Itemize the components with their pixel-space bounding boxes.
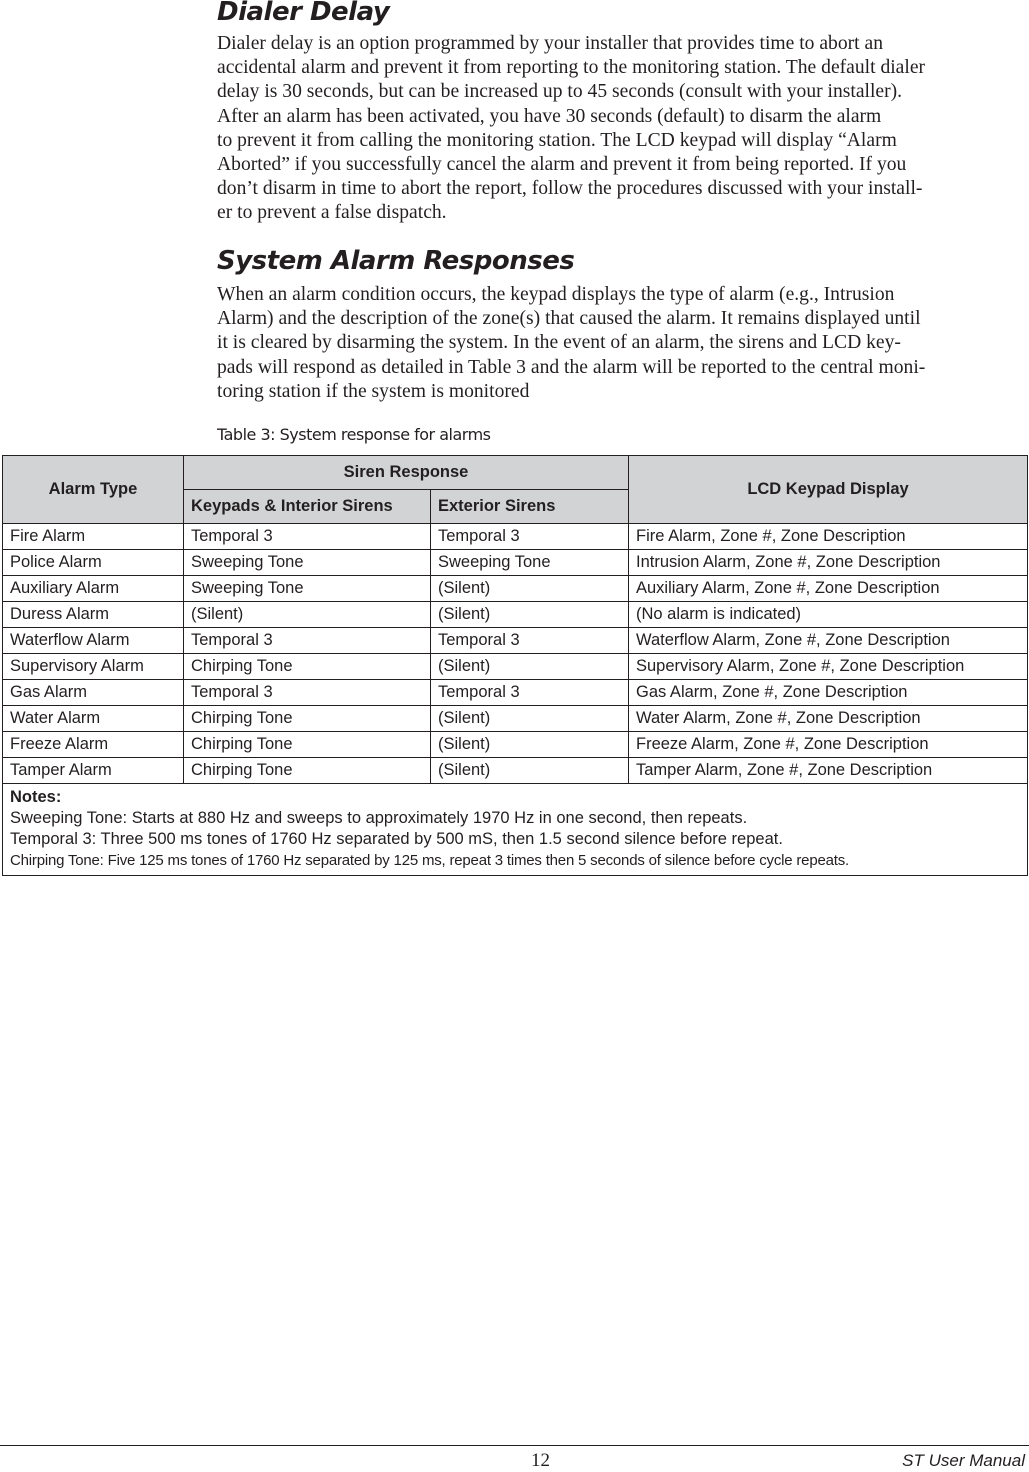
cell-exterior-sirens: (Silent) bbox=[431, 732, 629, 758]
table-row bbox=[3, 576, 1028, 602]
note-line: Chirping Tone: Five 125 ms tones of 1760 Hz separated by 125 ms, repeat 3 times then 5 seconds of silence before cycle repeats. bbox=[10, 852, 849, 869]
table-row bbox=[3, 628, 1028, 654]
cell-exterior-sirens: (Silent) bbox=[431, 654, 629, 680]
paragraph-line: Aborted” if you successfully cancel the alarm and prevent it from being reported. If you bbox=[217, 153, 907, 175]
cell-alarm-type: Tamper Alarm bbox=[3, 758, 184, 784]
cell-lcd-display: Auxiliary Alarm, Zone #, Zone Description bbox=[629, 576, 1028, 602]
cell-lcd-display: Intrusion Alarm, Zone #, Zone Description bbox=[629, 550, 1028, 576]
cell-lcd-display: Gas Alarm, Zone #, Zone Description bbox=[629, 680, 1028, 706]
cell-keypads-interior: Chirping Tone bbox=[184, 654, 431, 680]
cell-keypads-interior: Chirping Tone bbox=[184, 732, 431, 758]
header-siren-response: Siren Response bbox=[184, 456, 629, 490]
table-row bbox=[3, 602, 1028, 628]
cell-alarm-type: Police Alarm bbox=[3, 550, 184, 576]
note-line: Sweeping Tone: Starts at 880 Hz and sweeps to approximately 1970 Hz in one second, then repeats. bbox=[10, 809, 748, 827]
footer-divider bbox=[0, 1445, 1029, 1446]
cell-alarm-type: Gas Alarm bbox=[3, 680, 184, 706]
cell-alarm-type: Fire Alarm bbox=[3, 524, 184, 550]
paragraph-line: accidental alarm and prevent it from reporting to the monitoring station. The default dialer bbox=[217, 57, 926, 79]
cell-exterior-sirens: (Silent) bbox=[431, 576, 629, 602]
cell-exterior-sirens: Temporal 3 bbox=[431, 680, 629, 706]
cell-alarm-type: Waterflow Alarm bbox=[3, 628, 184, 654]
paragraph-line: toring station if the system is monitored bbox=[217, 380, 530, 402]
paragraph-line: Alarm) and the description of the zone(s) that caused the alarm. It remains displayed until bbox=[217, 308, 921, 330]
cell-lcd-display: Water Alarm, Zone #, Zone Description bbox=[629, 706, 1028, 732]
table-row bbox=[3, 550, 1028, 576]
alarm-response-table bbox=[2, 455, 1028, 876]
cell-keypads-interior: Temporal 3 bbox=[184, 524, 431, 550]
cell-exterior-sirens: Temporal 3 bbox=[431, 524, 629, 550]
section-paragraph bbox=[217, 32, 1027, 226]
paragraph-line: pads will respond as detailed in Table 3 and the alarm will be reported to the central moni- bbox=[217, 356, 926, 378]
cell-keypads-interior: Temporal 3 bbox=[184, 628, 431, 654]
cell-alarm-type: Auxiliary Alarm bbox=[3, 576, 184, 602]
table-row bbox=[3, 524, 1028, 550]
header-exterior-sirens: Exterior Sirens bbox=[431, 490, 629, 524]
cell-alarm-type: Supervisory Alarm bbox=[3, 654, 184, 680]
section-heading: System Alarm Responses bbox=[217, 246, 575, 276]
manual-title: ST User Manual bbox=[902, 1451, 1025, 1470]
section-dialer-delay bbox=[217, 0, 1027, 226]
table-caption: Table 3: System response for alarms bbox=[217, 425, 491, 444]
paragraph-line: er to prevent a false dispatch. bbox=[217, 202, 447, 224]
cell-exterior-sirens: (Silent) bbox=[431, 758, 629, 784]
section-paragraph bbox=[217, 283, 1027, 404]
table-row bbox=[3, 680, 1028, 706]
cell-lcd-display: Waterflow Alarm, Zone #, Zone Description bbox=[629, 628, 1028, 654]
table-row bbox=[3, 706, 1028, 732]
cell-alarm-type: Duress Alarm bbox=[3, 602, 184, 628]
paragraph-line: it is cleared by disarming the system. In the event of an alarm, the sirens and LCD key- bbox=[217, 332, 901, 354]
cell-keypads-interior: Sweeping Tone bbox=[184, 576, 431, 602]
table-notes bbox=[3, 784, 1028, 876]
paragraph-line: After an alarm has been activated, you have 30 seconds (default) to disarm the alarm bbox=[217, 105, 882, 127]
table-row bbox=[3, 758, 1028, 784]
note-line: Temporal 3: Three 500 ms tones of 1760 Hz separated by 500 mS, then 1.5 second silence before repeat. bbox=[10, 830, 783, 848]
cell-keypads-interior: Sweeping Tone bbox=[184, 550, 431, 576]
cell-alarm-type: Water Alarm bbox=[3, 706, 184, 732]
paragraph-line: When an alarm condition occurs, the keypad displays the type of alarm (e.g., Intrusion bbox=[217, 284, 895, 305]
cell-keypads-interior: (Silent) bbox=[184, 602, 431, 628]
table-row bbox=[3, 654, 1028, 680]
cell-exterior-sirens: Temporal 3 bbox=[431, 628, 629, 654]
cell-exterior-sirens: (Silent) bbox=[431, 706, 629, 732]
cell-lcd-display: Supervisory Alarm, Zone #, Zone Description bbox=[629, 654, 1028, 680]
section-heading: Dialer Delay bbox=[217, 0, 390, 27]
cell-keypads-interior: Temporal 3 bbox=[184, 680, 431, 706]
cell-exterior-sirens: (Silent) bbox=[431, 602, 629, 628]
page-number: 12 bbox=[531, 1450, 550, 1471]
cell-keypads-interior: Chirping Tone bbox=[184, 758, 431, 784]
header-keypads-interior: Keypads & Interior Sirens bbox=[184, 490, 431, 524]
paragraph-line: to prevent it from calling the monitoring station. The LCD keypad will display “Alarm bbox=[217, 129, 897, 151]
notes-title: Notes: bbox=[10, 788, 62, 806]
cell-lcd-display: Tamper Alarm, Zone #, Zone Description bbox=[629, 758, 1028, 784]
header-lcd-display: LCD Keypad Display bbox=[629, 456, 1028, 524]
cell-lcd-display: Fire Alarm, Zone #, Zone Description bbox=[629, 524, 1028, 550]
cell-alarm-type: Freeze Alarm bbox=[3, 732, 184, 758]
cell-lcd-display: Freeze Alarm, Zone #, Zone Description bbox=[629, 732, 1028, 758]
paragraph-line: delay is 30 seconds, but can be increased up to 45 seconds (consult with your installer). bbox=[217, 81, 903, 103]
cell-keypads-interior: Chirping Tone bbox=[184, 706, 431, 732]
cell-lcd-display: (No alarm is indicated) bbox=[629, 602, 1028, 628]
paragraph-line: Dialer delay is an option programmed by your installer that provides time to abort an bbox=[217, 33, 884, 54]
table-row bbox=[3, 732, 1028, 758]
cell-exterior-sirens: Sweeping Tone bbox=[431, 550, 629, 576]
section-system-alarm-responses bbox=[217, 245, 1027, 404]
paragraph-line: don’t disarm in time to abort the report, follow the procedures discussed with your install- bbox=[217, 178, 923, 200]
header-alarm-type: Alarm Type bbox=[3, 456, 184, 524]
